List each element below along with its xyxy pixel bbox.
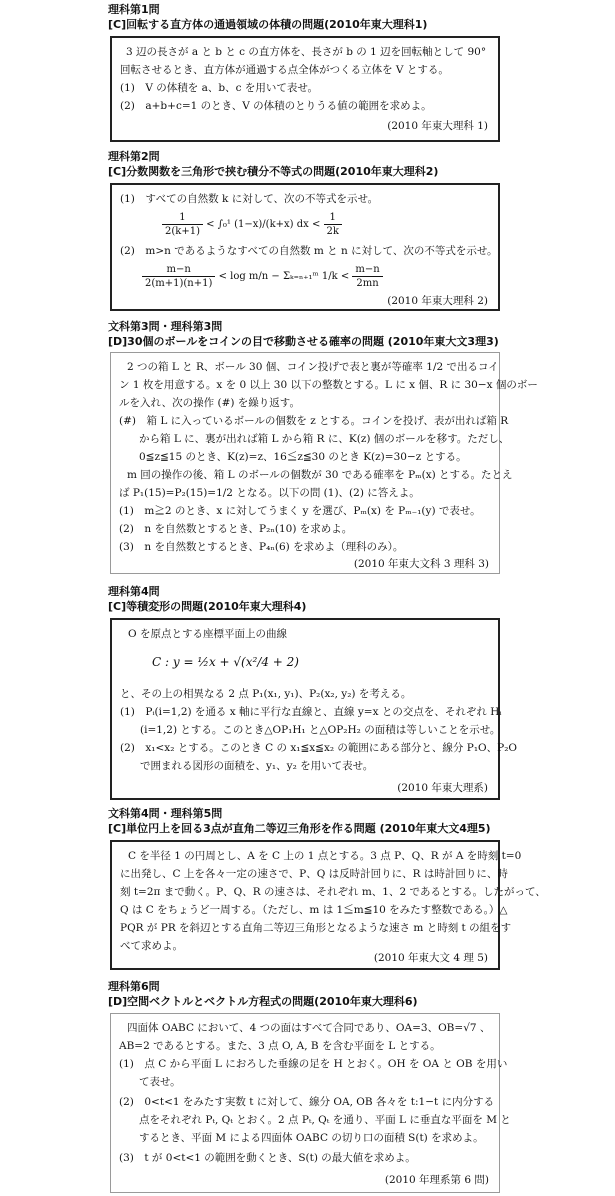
formula-1-mid: < ∫₀¹ (1−x)/(k+x) dx < (206, 219, 321, 230)
problem-3-box (110, 352, 538, 574)
problem-6-line: するとき、平面 M による四面体 OABC の切り口の面積 S(t) を求めよ。 (139, 1132, 484, 1144)
problem-2-box (110, 183, 500, 311)
formula-2-left-num: m−n (142, 263, 215, 277)
problem-5-line: 刻 t=2π まで動く。P、Q、R の速さは、それぞれ m、1、2 であるとする。したがって、 (120, 886, 546, 898)
problem-4-curve: C : y = ½x + √(x²/4 + 2) (152, 655, 299, 669)
problem-5-line: C を半径 1 の円周とし、A を C 上の 1 点とする。3 点 P、Q、R が A を時刻 t=0 (128, 850, 522, 862)
formula-2-right-num: m−n (352, 263, 382, 277)
formula-2-right-den: 2mn (356, 278, 379, 289)
problem-1-heading: 理科第1問 (108, 3, 160, 16)
problem-4-line: (1) Pᵢ(i=1,2) を通る x 軸に平行な直線と、直線 y=x との交点を、それぞれ Hᵢ (120, 706, 502, 718)
problem-5-line: PQR が PR を斜辺とする直角二等辺三角形となるような速さ m と時刻 t の組をす (120, 922, 512, 934)
problem-3-line: (#) 箱 L に入っているボールの個数を z とする。コインを投げ、表が出れば箱 R (119, 415, 509, 427)
formula-1-left-num: 1 (162, 211, 203, 225)
problem-4-line: と、その上の相異なる 2 点 P₁(x₁, y₁)、P₂(x₂, y₂) を考える。 (120, 688, 412, 700)
problem-3-subtitle: [D]30個のボールをコインの目で移動させる確率の問題 (2010年東大文3理3) (108, 335, 499, 348)
problem-4-line: O を原点とする座標平面上の曲線 (128, 628, 287, 640)
problem-4-line: で囲まれる図形の面積を、y₁、y₂ を用いて表せ。 (140, 760, 374, 772)
problem-2-line: (1) すべての自然数 k に対して、次の不等式を示せ。 (120, 193, 379, 205)
problem-1-line: 回転させるとき、直方体が通過する点全体がつくる立体を V とする。 (120, 64, 449, 76)
problem-4-line: (2) x₁<x₂ とする。このとき C の x₁≦x≦x₂ の範囲にある部分と、線分 P₁O、P₂O (120, 742, 518, 754)
formula-1-left-den: 2(k+1) (165, 226, 200, 237)
problem-3-source: (2010 年東大文科 3 理科 3) (353, 558, 489, 570)
formula-1-right-den: 2k (326, 226, 339, 237)
problem-2-formula-2 (142, 263, 383, 290)
problem-3-line: ン 1 枚を用意する。x を 0 以上 30 以下の整数とする。L に x 個、R に 30−x 個のボー (119, 379, 538, 391)
problem-3-line: (3) n を自然数とするとき、P₄ₙ(6) を求めよ（理科のみ）。 (119, 541, 404, 553)
problem-5-line: べて求めよ。 (120, 940, 183, 952)
problem-4-line: (i=1,2) とする。このとき△OP₁H₁ と△OP₂H₂ の面積は等しいことを示せ。 (140, 724, 501, 736)
problem-3-line: (1) m≧2 のとき、x に対してうまく y を選び、Pₘ(x) を Pₘ₋₁(y) で表せ。 (119, 505, 481, 517)
problem-6-subtitle: [D]空間ベクトルとベクトル方程式の問題(2010年東大理科6) (108, 995, 418, 1008)
problem-2-line: (2) m>n であるようなすべての自然数 m と n に対して、次の不等式を示せ。 (120, 245, 498, 257)
problem-1-subtitle: [C]回転する直方体の通過領域の体積の問題(2010年東大理科1) (108, 18, 428, 31)
problem-4-source: (2010 年東大理系) (397, 782, 488, 794)
problem-4-subtitle: [C]等積変形の問題(2010年東大理科4) (108, 600, 307, 613)
problem-5-heading: 文科第4問・理科第5問 (108, 807, 223, 820)
problem-3-line: m 回の操作の後、箱 L のボールの個数が 30 である確率を Pₘ(x) とする。たとえ (127, 469, 513, 481)
problem-4-heading: 理科第4問 (108, 585, 160, 598)
problem-1-box (110, 36, 500, 142)
problem-3-line: 2 つの箱 L と R、ボール 30 個、コイン投げで表と裏が等確率 1/2 で出るコイ (127, 361, 499, 373)
problem-3-line: 0≦z≦15 のとき、K(z)=z、16≦z≦30 のとき K(z)=30−z とする。 (139, 451, 467, 463)
problem-1-line: (2) a+b+c=1 のとき、V の体積のとりうる値の範囲を求めよ。 (120, 100, 432, 112)
formula-2-mid: < log m/n − Σₖ₌ₙ₊₁ᵐ 1/k < (218, 271, 350, 282)
problem-2-heading: 理科第2問 (108, 150, 160, 163)
problem-5-box (110, 840, 546, 970)
problem-5-line: に出発し、C 上を各々一定の速さで、P、Q は反時計回りに、R は時計回りに、時 (120, 868, 508, 880)
problem-3-line: ば P₁(15)=P₂(15)=1/2 となる。以下の問 (1)、(2) に答えよ。 (119, 487, 420, 499)
problem-6-line: (1) 点 C から平面 L におろした垂線の足を H とおく。OH を OA と OB を用い (119, 1058, 508, 1070)
problem-6-line: (3) t が 0<t<1 の範囲を動くとき、S(t) の最大値を求めよ。 (119, 1152, 416, 1164)
problem-3-line: から箱 L に、裏が出れば箱 L から箱 R に、K(z) 個のボールを移す。ただし、 (139, 433, 510, 445)
formula-2-left-den: 2(m+1)(n+1) (145, 278, 213, 289)
problem-1-line: (1) V の体積を a、b、c を用いて表せ。 (120, 82, 319, 94)
problem-6-source: (2010 年理系第 6 問) (384, 1174, 489, 1186)
problem-5-subtitle: [C]単位円上を回る3点が直角二等辺三角形を作る問題 (2010年東大文4理5) (108, 822, 491, 835)
problem-2-source: (2010 年東大理科 2) (387, 295, 488, 307)
problem-3-line: (2) n を自然数とするとき、P₂ₙ(10) を求めよ。 (119, 523, 353, 535)
problem-1-source: (2010 年東大理科 1) (387, 120, 488, 132)
problem-6-heading: 理科第6問 (108, 980, 160, 993)
problem-5-source: (2010 年東大文 4 理 5) (373, 952, 488, 964)
problem-5-line: Q は C をちょうど一周する。（ただし、m は 1≦m≦10 をみたす整数である。）△ (120, 904, 508, 916)
problem-6-line: (2) 0<t<1 をみたす実数 t に対して、線分 OA, OB 各々を t:1−t に内分する (119, 1096, 495, 1108)
problem-3-heading: 文科第3問・理科第3問 (108, 320, 223, 333)
problem-6-line: 点をそれぞれ Pₜ, Qₜ とおく。2 点 Pₜ, Qₜ を通り、平面 L に垂直な平面を M と (139, 1114, 511, 1126)
problem-6-line: 四面体 OABC において、4 つの面はすべて合同であり、OA=3、OB=√7 、 (127, 1022, 491, 1034)
formula-1-right-num: 1 (324, 211, 342, 225)
problem-6-line: AB=2 であるとする。また、3 点 O, A, B を含む平面を L とする。 (119, 1040, 441, 1052)
problem-6-line: て表せ。 (139, 1076, 181, 1088)
problem-2-subtitle: [C]分数関数を三角形で挟む積分不等式の問題(2010年東大理科2) (108, 165, 439, 178)
problem-4-box (110, 618, 518, 800)
problem-2-formula-1 (162, 211, 342, 238)
problem-3-line: ルを入れ、次の操作 (#) を繰り返す。 (119, 397, 300, 409)
problem-1-line: 3 辺の長さが a と b と c の直方体を、長さが b の 1 辺を回転軸として 90° (126, 46, 487, 58)
problem-6-box (110, 1013, 511, 1193)
